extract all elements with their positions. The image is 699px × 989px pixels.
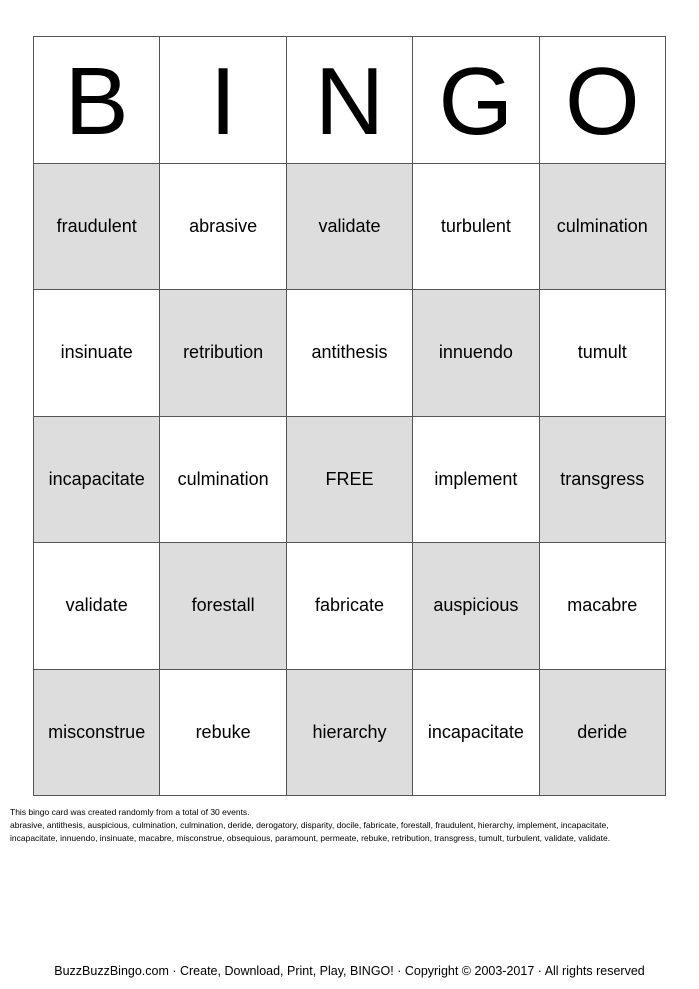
bingo-cell: implement <box>413 417 539 544</box>
bingo-card <box>33 36 666 796</box>
bingo-cell: fraudulent <box>34 164 160 291</box>
bingo-cell: antithesis <box>287 290 413 417</box>
card-info-summary: This bingo card was created randomly from a total of 30 events. <box>10 807 250 817</box>
bingo-cell: fabricate <box>287 543 413 670</box>
bingo-cell: incapacitate <box>34 417 160 544</box>
bingo-cell: deride <box>540 670 666 797</box>
bingo-cell: validate <box>34 543 160 670</box>
bingo-cell: innuendo <box>413 290 539 417</box>
bingo-cell: validate <box>287 164 413 291</box>
header-letter-b: B <box>34 37 160 164</box>
bingo-cell: transgress <box>540 417 666 544</box>
header-letter-i: I <box>160 37 286 164</box>
bingo-cell: turbulent <box>413 164 539 291</box>
bingo-cell: tumult <box>540 290 666 417</box>
header-letter-o: O <box>540 37 666 164</box>
card-info-word-list-continued: incapacitate, innuendo, insinuate, macabre, misconstrue, obsequious, paramount, permeate, rebuke, retribution, transgress, tumult, turbulent, validate, validate. <box>10 833 611 843</box>
bingo-cell: culmination <box>160 417 286 544</box>
header-letter-n: N <box>287 37 413 164</box>
bingo-cell: forestall <box>160 543 286 670</box>
bingo-cell: culmination <box>540 164 666 291</box>
free-space-cell: FREE <box>287 417 413 544</box>
bingo-cell: insinuate <box>34 290 160 417</box>
header-letter-g: G <box>413 37 539 164</box>
bingo-cell: incapacitate <box>413 670 539 797</box>
bingo-cell: abrasive <box>160 164 286 291</box>
bingo-cell: macabre <box>540 543 666 670</box>
bingo-cell: retribution <box>160 290 286 417</box>
page-footer: BuzzBuzzBingo.com · Create, Download, Print, Play, BINGO! · Copyright © 2003-2017 · All rights reserved <box>54 964 645 978</box>
bingo-cell: auspicious <box>413 543 539 670</box>
bingo-cell: hierarchy <box>287 670 413 797</box>
bingo-cell: misconstrue <box>34 670 160 797</box>
card-info <box>10 806 690 845</box>
bingo-cell: rebuke <box>160 670 286 797</box>
card-info-word-list: abrasive, antithesis, auspicious, culmination, culmination, deride, derogatory, disparity, docile, fabricate, forestall, fraudulent, hierarchy, implement, incapacitate, <box>10 820 609 830</box>
